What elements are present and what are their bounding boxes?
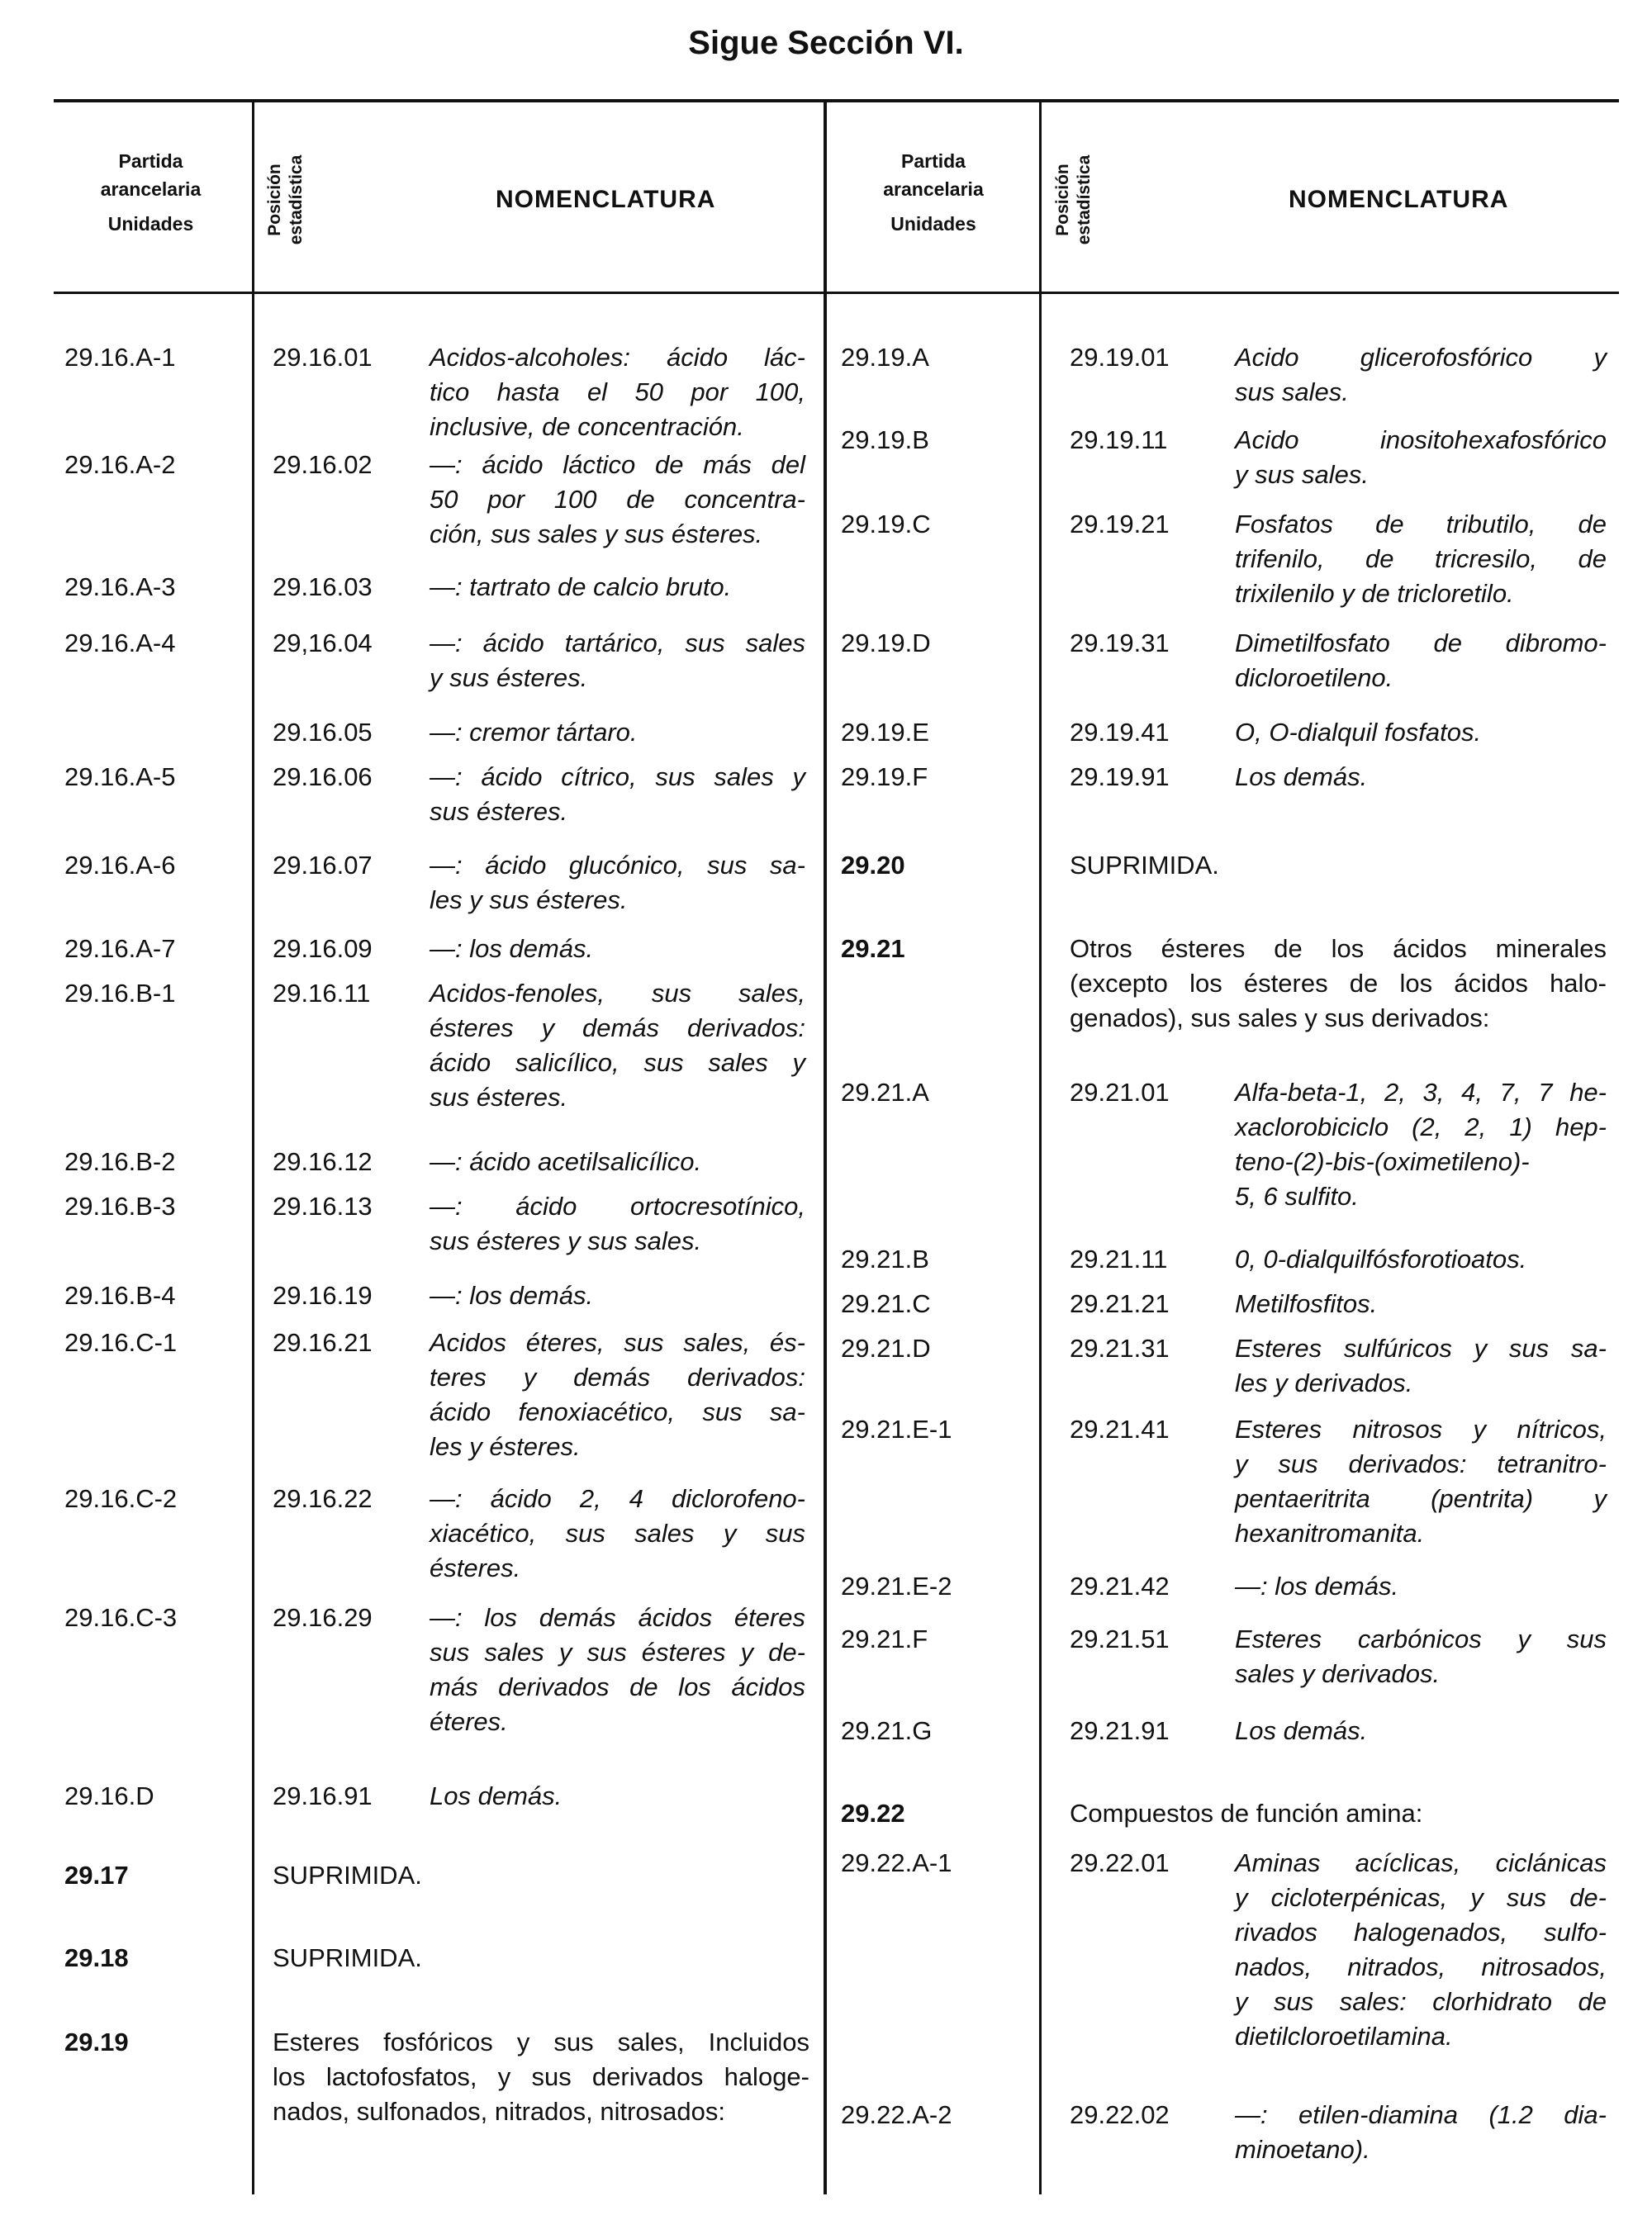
nomenclature-text bbox=[430, 1326, 805, 1464]
nomenclature-line: Acido inositohexafosfórico bbox=[1235, 425, 1607, 454]
partida-code: 29.16.C-2 bbox=[64, 1484, 178, 1513]
nomenclature-line: Los demás. bbox=[1235, 762, 1368, 791]
partida-code: 29.16.D bbox=[64, 1781, 154, 1810]
nomenclature-line: xiacético, sus sales y sus bbox=[430, 1519, 805, 1548]
posicion-code: 29.21.01 bbox=[1070, 1078, 1170, 1107]
header-nomenclatura: NOMENCLATURA bbox=[496, 186, 716, 213]
posicion-code: 29.16.02 bbox=[273, 450, 373, 479]
nomenclature-line: sus ésteres y sus sales. bbox=[430, 1226, 702, 1255]
nomenclature-line: Esteres fosfóricos y sus sales, Incluidos bbox=[273, 2028, 809, 2056]
nomenclature-text bbox=[430, 1779, 805, 1814]
posicion-code: 29.21.42 bbox=[1070, 1572, 1170, 1601]
nomenclature-line: 0, 0-dialquilfósforotioatos. bbox=[1235, 1245, 1527, 1274]
partida-code: 29.19.C bbox=[841, 510, 931, 538]
nomenclature-line: trixilenilo y de tricloretilo. bbox=[1235, 579, 1514, 608]
posicion-code: 29.16.07 bbox=[273, 851, 373, 880]
nomenclature-line: y sus ésteres. bbox=[430, 663, 588, 692]
header-partida: Partida arancelaria Unidades bbox=[100, 150, 202, 235]
posicion-code: 29.19.41 bbox=[1070, 718, 1170, 747]
nomenclature-line: les y ésteres. bbox=[430, 1432, 581, 1461]
nomenclature-line: dicloroetileno. bbox=[1235, 663, 1393, 692]
nomenclature-line: —: ácido glucónico, sus sa- bbox=[430, 851, 805, 880]
column-divider bbox=[1039, 101, 1042, 2194]
nomenclature-line: ácido salicílico, sus sales y bbox=[430, 1048, 805, 1077]
nomenclature-line: —: etilen-diamina (1.2 dia- bbox=[1235, 2100, 1607, 2129]
nomenclature-text bbox=[430, 626, 805, 695]
nomenclature-text bbox=[1235, 1714, 1607, 1748]
nomenclature-text: SUPRIMIDA. bbox=[273, 1943, 422, 1972]
partida-code: 29.19.D bbox=[841, 629, 931, 657]
nomenclature-line: —: cremor tártaro. bbox=[430, 718, 638, 747]
header-nomenclatura: NOMENCLATURA bbox=[1289, 186, 1509, 213]
nomenclature-line: —: ácido ortocresotínico, bbox=[430, 1192, 805, 1221]
nomenclature-line: 50 por 100 de concentra- bbox=[430, 485, 805, 514]
nomenclature-line: O, O-dialquil fosfatos. bbox=[1235, 718, 1482, 747]
posicion-code: 29.19.31 bbox=[1070, 629, 1170, 657]
posicion-code: 29.16.09 bbox=[273, 934, 373, 963]
posicion-code: 29.22.01 bbox=[1070, 1848, 1170, 1877]
posicion-code: 29.16.22 bbox=[273, 1484, 373, 1513]
posicion-code: 29.16.03 bbox=[273, 572, 373, 601]
nomenclature-line: —: los demás. bbox=[430, 934, 594, 963]
posicion-code: 29.16.01 bbox=[273, 343, 373, 372]
partida-code: 29.16.B-4 bbox=[64, 1281, 176, 1310]
partida-code: 29.16.B-2 bbox=[64, 1147, 176, 1176]
partida-code: 29.21.E-1 bbox=[841, 1415, 952, 1444]
partida-code: 29.21.E-2 bbox=[841, 1572, 952, 1601]
nomenclature-line: Dimetilfosfato de dibromo- bbox=[1235, 629, 1607, 657]
nomenclature-line: —: los demás. bbox=[430, 1281, 594, 1310]
partida-code: 29.16.A-4 bbox=[64, 629, 176, 657]
partida-code: 29.21 bbox=[841, 934, 905, 963]
posicion-code: 29.16.13 bbox=[273, 1192, 373, 1221]
nomenclature-text: Compuestos de función amina: bbox=[1070, 1799, 1423, 1828]
posicion-code: 29.16.29 bbox=[273, 1603, 373, 1632]
header-posicion: Posición estadística bbox=[1053, 154, 1094, 245]
nomenclature-line: —: ácido láctico de más del bbox=[430, 450, 805, 479]
table-top-rule bbox=[54, 99, 1619, 102]
nomenclature-text bbox=[1235, 1287, 1607, 1321]
posicion-code: 29.16.12 bbox=[273, 1147, 373, 1176]
partida-code: 29.22 bbox=[841, 1799, 905, 1828]
nomenclature-line: los lactofosfatos, y sus derivados haloge- bbox=[273, 2062, 809, 2091]
nomenclature-line: hexanitromanita. bbox=[1235, 1519, 1425, 1548]
nomenclature-line: tico hasta el 50 por 100, bbox=[430, 377, 805, 406]
nomenclature-text bbox=[430, 1482, 805, 1586]
nomenclature-line: trifenilo, de tricresilo, de bbox=[1235, 544, 1607, 573]
partida-code: 29.16.B-3 bbox=[64, 1192, 176, 1221]
nomenclature-line: les y derivados. bbox=[1235, 1369, 1413, 1397]
nomenclature-text bbox=[430, 760, 805, 829]
nomenclature-text bbox=[430, 932, 805, 966]
nomenclature-line: xaclorobiciclo (2, 2, 1) hep- bbox=[1235, 1112, 1607, 1141]
nomenclature-line: Metilfosfitos. bbox=[1235, 1289, 1378, 1318]
posicion-code: 29.19.01 bbox=[1070, 343, 1170, 372]
partida-code: 29.16.A-1 bbox=[64, 343, 176, 372]
nomenclature-text bbox=[1235, 715, 1607, 750]
nomenclature-line: sus ésteres. bbox=[430, 1083, 568, 1112]
nomenclature-line: les y sus ésteres. bbox=[430, 885, 628, 914]
posicion-code: 29.16.11 bbox=[273, 979, 371, 1008]
nomenclature-text bbox=[1235, 423, 1607, 492]
posicion-code: 29.21.21 bbox=[1070, 1289, 1170, 1318]
nomenclature-text bbox=[430, 1189, 805, 1259]
nomenclature-line: Acido glicerofosfórico y bbox=[1235, 343, 1607, 372]
nomenclature-line: 5, 6 sulfito. bbox=[1235, 1182, 1359, 1211]
posicion-code: 29.21.41 bbox=[1070, 1415, 1170, 1444]
nomenclature-text bbox=[1235, 340, 1607, 410]
posicion-code: 29,16.04 bbox=[273, 629, 373, 657]
page-title: Sigue Sección VI. bbox=[688, 25, 964, 61]
nomenclature-line: —: tartrato de calcio bruto. bbox=[430, 572, 732, 601]
nomenclature-line: Alfa-beta-1, 2, 3, 4, 7, 7 he- bbox=[1235, 1078, 1607, 1107]
nomenclature-line: y sus sales. bbox=[1235, 460, 1369, 489]
nomenclature-line: Esteres sulfúricos y sus sa- bbox=[1235, 1334, 1607, 1363]
nomenclature-text bbox=[430, 976, 805, 1115]
nomenclature-line: ésteres y demás derivados: bbox=[430, 1013, 805, 1042]
nomenclature-text bbox=[430, 570, 805, 605]
nomenclature-line: sus ésteres. bbox=[430, 797, 568, 826]
partida-code: 29.21.G bbox=[841, 1716, 933, 1745]
nomenclature-text bbox=[430, 1145, 805, 1179]
nomenclature-line: Acidos-fenoles, sus sales, bbox=[430, 979, 805, 1008]
nomenclature-text bbox=[1235, 507, 1607, 611]
posicion-code: 29.21.51 bbox=[1070, 1625, 1170, 1653]
nomenclature-line: ésteres. bbox=[430, 1554, 521, 1582]
nomenclature-text bbox=[273, 2025, 809, 2129]
posicion-code: 29.16.06 bbox=[273, 762, 373, 791]
posicion-code: 29.16.91 bbox=[273, 1781, 373, 1810]
partida-code: 29.21.D bbox=[841, 1334, 931, 1363]
nomenclature-line: Los demás. bbox=[1235, 1716, 1368, 1745]
posicion-code: 29.22.02 bbox=[1070, 2100, 1170, 2129]
nomenclature-line: Los demás. bbox=[430, 1781, 563, 1810]
nomenclature-line: ción, sus sales y sus ésteres. bbox=[430, 519, 763, 548]
nomenclature-text bbox=[1235, 626, 1607, 695]
nomenclature-line: Acidos éteres, sus sales, és- bbox=[430, 1328, 805, 1357]
partida-code: 29.18 bbox=[64, 1943, 129, 1972]
nomenclature-line: inclusive, de concentración. bbox=[430, 412, 744, 441]
partida-code: 29.16.C-1 bbox=[64, 1328, 178, 1357]
nomenclature-text: SUPRIMIDA. bbox=[1070, 851, 1219, 880]
partida-code: 29.19 bbox=[64, 2028, 129, 2056]
partida-code: 29.16.A-3 bbox=[64, 572, 176, 601]
nomenclature-line: dietilcloroetilamina. bbox=[1235, 2022, 1453, 2051]
nomenclature-line: éteres. bbox=[430, 1707, 508, 1736]
nomenclature-line: minoetano). bbox=[1235, 2135, 1370, 2164]
partida-code: 29.19.F bbox=[841, 762, 928, 791]
partida-code: 29.20 bbox=[841, 851, 905, 880]
nomenclature-text bbox=[1235, 1846, 1607, 2054]
nomenclature-line: teres y demás derivados: bbox=[430, 1363, 805, 1392]
nomenclature-text bbox=[1070, 932, 1607, 1036]
nomenclature-line: —: ácido acetilsalicílico. bbox=[430, 1147, 702, 1176]
nomenclature-text bbox=[1235, 1412, 1607, 1551]
nomenclature-line: Esteres nitrosos y nítricos, bbox=[1235, 1415, 1607, 1444]
posicion-code: 29.21.91 bbox=[1070, 1716, 1170, 1745]
nomenclature-text bbox=[430, 848, 805, 918]
nomenclature-line: ácido fenoxiacético, sus sa- bbox=[430, 1397, 805, 1426]
nomenclature-text bbox=[1235, 2098, 1607, 2167]
partida-code: 29.19.B bbox=[841, 425, 929, 454]
nomenclature-line: —: ácido 2, 4 diclorofeno- bbox=[430, 1484, 805, 1513]
nomenclature-text bbox=[1235, 1075, 1607, 1214]
nomenclature-text bbox=[1235, 1569, 1607, 1604]
posicion-code: 29.16.21 bbox=[273, 1328, 373, 1357]
nomenclature-text bbox=[430, 715, 805, 750]
nomenclature-text bbox=[1235, 1242, 1607, 1277]
nomenclature-line: sus sales. bbox=[1235, 377, 1349, 406]
partida-code: 29.21.C bbox=[841, 1289, 931, 1318]
nomenclature-line: Esteres carbónicos y sus bbox=[1235, 1625, 1607, 1653]
header-posicion: Posición estadística bbox=[265, 154, 306, 245]
nomenclature-line: sus sales y sus ésteres y de- bbox=[430, 1638, 805, 1667]
partida-code: 29.16.B-1 bbox=[64, 979, 176, 1008]
partida-code: 29.17 bbox=[64, 1861, 129, 1890]
nomenclature-line: —: ácido tartárico, sus sales bbox=[430, 629, 805, 657]
nomenclature-line: (excepto los ésteres de los ácidos halo- bbox=[1070, 969, 1607, 998]
column-divider bbox=[824, 101, 827, 2194]
nomenclature-line: pentaeritrita (pentrita) y bbox=[1235, 1484, 1607, 1513]
posicion-code: 29.16.19 bbox=[273, 1281, 373, 1310]
nomenclature-text bbox=[430, 340, 805, 444]
nomenclature-line: nados, nitrados, nitrosados, bbox=[1235, 1952, 1607, 1981]
nomenclature-text bbox=[1235, 1622, 1607, 1691]
partida-code: 29.21.F bbox=[841, 1625, 928, 1653]
nomenclature-line: teno-(2)-bis-(oximetileno)- bbox=[1235, 1147, 1530, 1176]
partida-code: 29.16.A-5 bbox=[64, 762, 176, 791]
nomenclature-text bbox=[1235, 1331, 1607, 1401]
nomenclature-text bbox=[430, 1278, 805, 1313]
partida-code: 29.19.A bbox=[841, 343, 929, 372]
posicion-code: 29.21.31 bbox=[1070, 1334, 1170, 1363]
nomenclature-line: Acidos-alcoholes: ácido lác- bbox=[430, 343, 805, 372]
nomenclature-line: nados, sulfonados, nitrados, nitrosados: bbox=[273, 2097, 726, 2126]
nomenclature-line: rivados halogenados, sulfo- bbox=[1235, 1918, 1607, 1947]
nomenclature-line: —: los demás ácidos éteres bbox=[430, 1603, 805, 1632]
partida-code: 29.16.A-2 bbox=[64, 450, 176, 479]
nomenclature-line: y sus sales: clorhidrato de bbox=[1235, 1987, 1607, 2016]
column-divider bbox=[252, 101, 254, 2194]
header-bottom-rule bbox=[54, 292, 1619, 294]
partida-code: 29.21.B bbox=[841, 1245, 929, 1274]
header-partida: Partida arancelaria Unidades bbox=[883, 150, 984, 235]
nomenclature-text bbox=[1235, 760, 1607, 795]
partida-code: 29.21.A bbox=[841, 1078, 929, 1107]
nomenclature-line: y sus derivados: tetranitro- bbox=[1235, 1449, 1607, 1478]
nomenclature-line: y cicloterpénicas, y sus de- bbox=[1235, 1883, 1607, 1912]
posicion-code: 29.19.21 bbox=[1070, 510, 1170, 538]
partida-code: 29.16.A-7 bbox=[64, 934, 176, 963]
nomenclature-text bbox=[430, 1601, 805, 1739]
partida-code: 29.22.A-2 bbox=[841, 2100, 952, 2129]
nomenclature-text bbox=[430, 448, 805, 552]
nomenclature-text: SUPRIMIDA. bbox=[273, 1861, 422, 1890]
partida-code: 29.16.A-6 bbox=[64, 851, 176, 880]
nomenclature-line: genados), sus sales y sus derivados: bbox=[1070, 1003, 1490, 1032]
nomenclature-line: más derivados de los ácidos bbox=[430, 1672, 805, 1701]
nomenclature-line: Aminas acíclicas, ciclánicas bbox=[1235, 1848, 1607, 1877]
nomenclature-line: —: los demás. bbox=[1235, 1572, 1399, 1601]
partida-code: 29.22.A-1 bbox=[841, 1848, 952, 1877]
nomenclature-line: Otros ésteres de los ácidos minerales bbox=[1070, 934, 1607, 963]
posicion-code: 29.21.11 bbox=[1070, 1245, 1168, 1274]
partida-code: 29.16.C-3 bbox=[64, 1603, 178, 1632]
posicion-code: 29.16.05 bbox=[273, 718, 373, 747]
posicion-code: 29.19.11 bbox=[1070, 425, 1168, 454]
partida-code: 29.19.E bbox=[841, 718, 929, 747]
nomenclature-line: sales y derivados. bbox=[1235, 1659, 1441, 1688]
nomenclature-line: Fosfatos de tributilo, de bbox=[1235, 510, 1607, 538]
posicion-code: 29.19.91 bbox=[1070, 762, 1170, 791]
nomenclature-line: —: ácido cítrico, sus sales y bbox=[430, 762, 805, 791]
